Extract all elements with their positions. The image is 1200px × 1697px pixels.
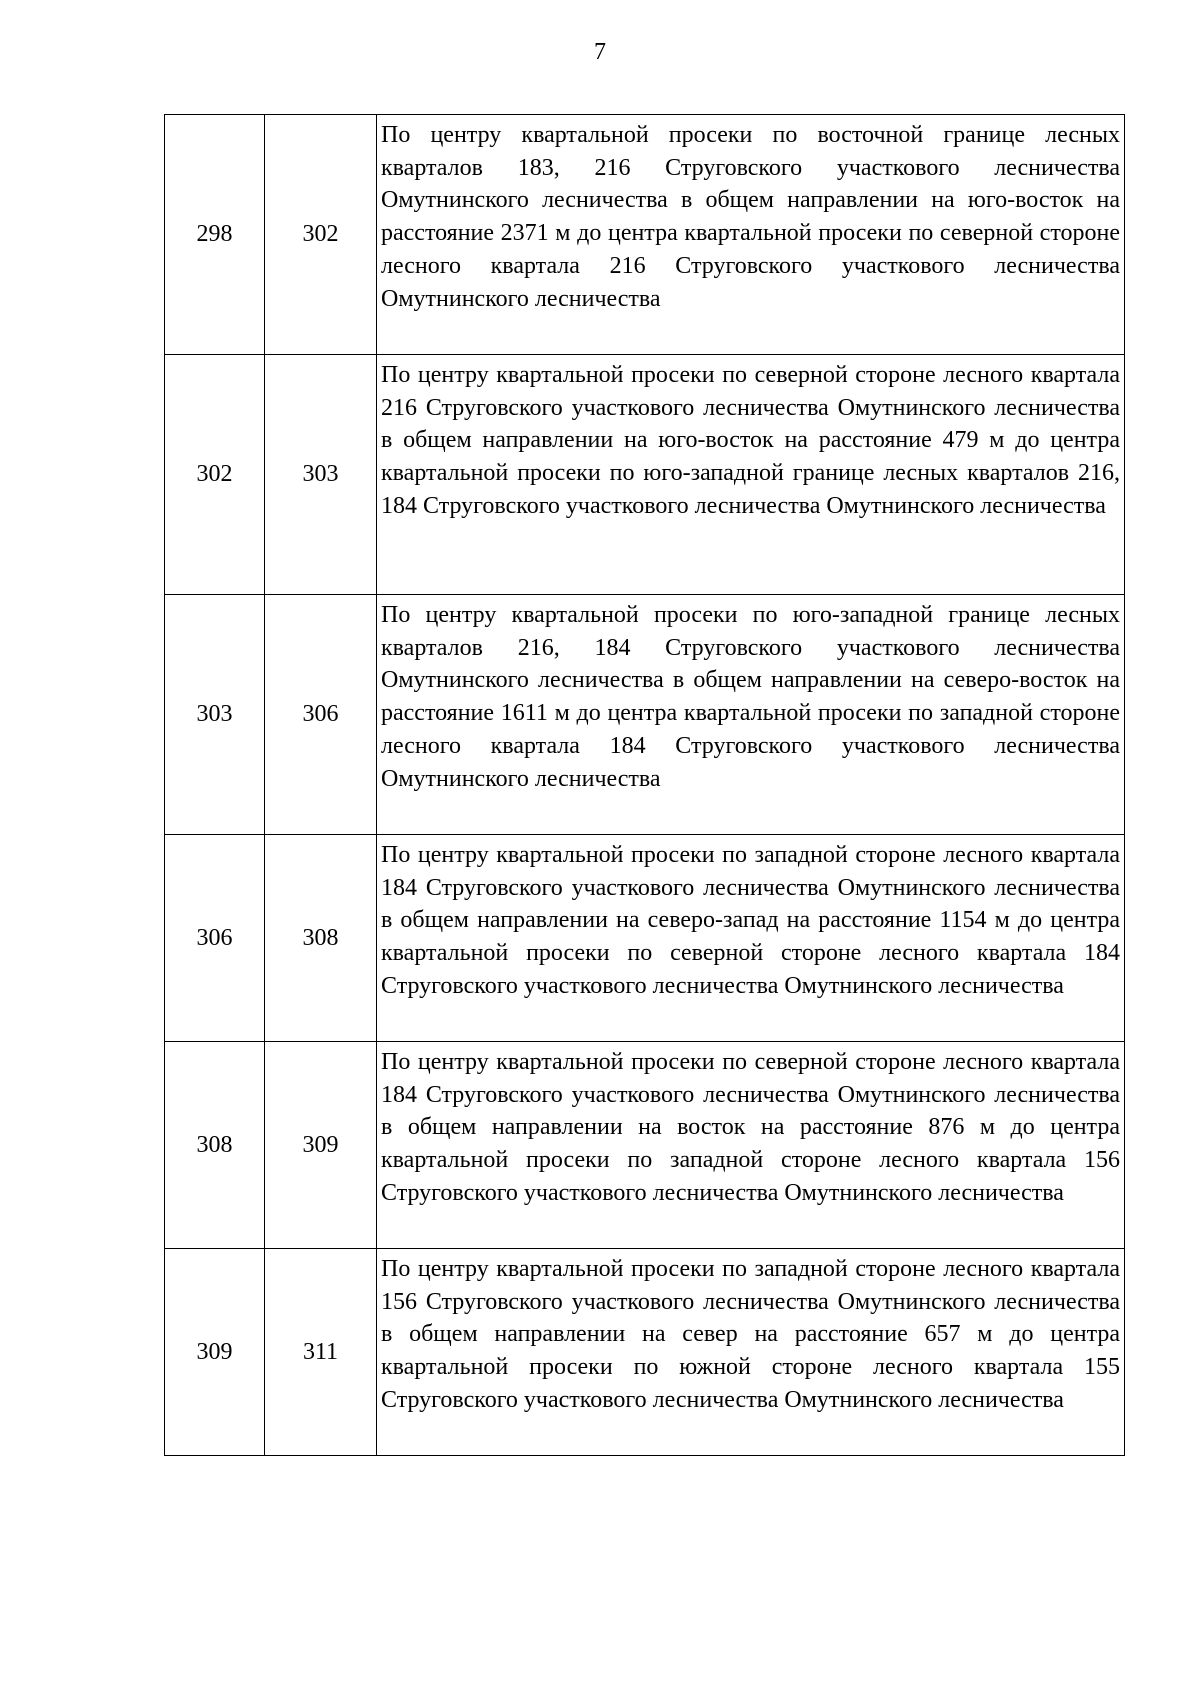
point-from-cell: 298 (165, 115, 265, 355)
point-from-cell: 303 (165, 595, 265, 835)
table-row (165, 595, 1125, 835)
point-to-cell: 309 (265, 1042, 377, 1249)
description-cell: По центру квартальной просеки по западной стороне лесного квартала 184 Струговского участкового лесничества Омутнинского лесничества в общем направлении на северо-запад на расстояние 1154 м до центра квартальной просеки по северной стороне лесного квартала 184 Струговского участкового лесничества Омутнинского лесничества (377, 835, 1125, 1042)
point-from-cell: 308 (165, 1042, 265, 1249)
point-to-cell: 311 (265, 1249, 377, 1456)
table-row (165, 355, 1125, 595)
table-row (165, 1249, 1125, 1456)
description-cell: По центру квартальной просеки по юго-западной границе лесных кварталов 216, 184 Струговского участкового лесничества Омутнинского лесничества в общем направлении на северо-восток на расстояние 1611 м до центра квартальной просеки по западной стороне лесного квартала 184 Струговского участкового лесничества Омутнинского лесничества (377, 595, 1125, 835)
point-from-cell: 306 (165, 835, 265, 1042)
point-to-cell: 308 (265, 835, 377, 1042)
point-to-cell: 303 (265, 355, 377, 595)
point-from-cell: 302 (165, 355, 265, 595)
description-cell: По центру квартальной просеки по восточной границе лесных кварталов 183, 216 Струговского участкового лесничества Омутнинского лесничества в общем направлении на юго-восток на расстояние 2371 м до центра квартальной просеки по северной стороне лесного квартала 216 Струговского участкового лесничества Омутнинского лесничества (377, 115, 1125, 355)
description-cell: По центру квартальной просеки по северной стороне лесного квартала 216 Струговского участкового лесничества Омутнинского лесничества в общем направлении на юго-восток на расстояние 479 м до центра квартальной просеки по юго-западной границе лесных кварталов 216, 184 Струговского участкового лесничества Омутнинского лесничества (377, 355, 1125, 595)
point-from-cell: 309 (165, 1249, 265, 1456)
page-number: 7 (594, 39, 606, 65)
point-to-cell: 306 (265, 595, 377, 835)
table-row (165, 1042, 1125, 1249)
boundary-table (164, 114, 1125, 1456)
description-cell: По центру квартальной просеки по западной стороне лесного квартала 156 Струговского участкового лесничества Омутнинского лесничества в общем направлении на север на расстояние 657 м до центра квартальной просеки по южной стороне лесного квартала 155 Струговского участкового лесничества Омутнинского лесничества (377, 1249, 1125, 1456)
point-to-cell: 302 (265, 115, 377, 355)
description-cell: По центру квартальной просеки по северной стороне лесного квартала 184 Струговского участкового лесничества Омутнинского лесничества в общем направлении на восток на расстояние 876 м до центра квартальной просеки по западной стороне лесного квартала 156 Струговского участкового лесничества Омутнинского лесничества (377, 1042, 1125, 1249)
table-row (165, 835, 1125, 1042)
table-row (165, 115, 1125, 355)
